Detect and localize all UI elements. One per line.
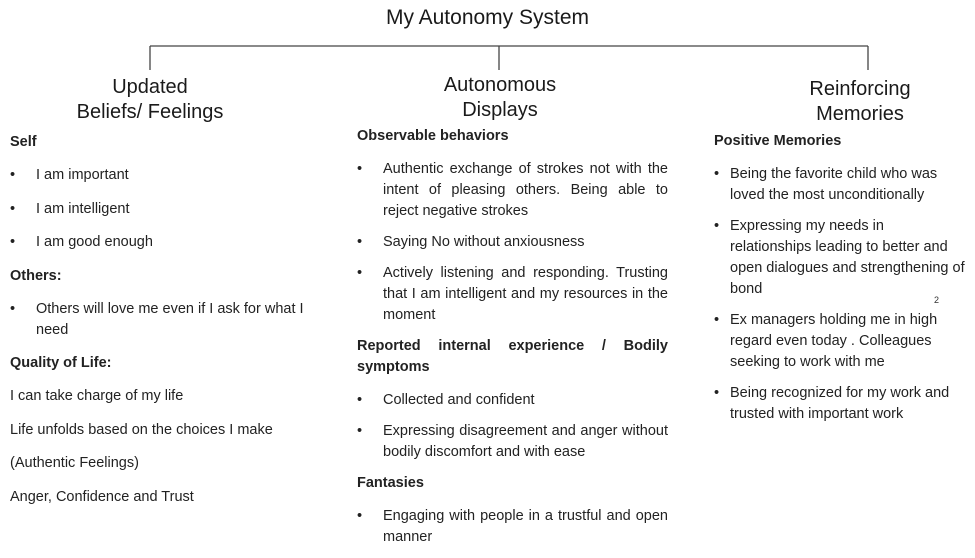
heading-middle-line-1: Autonomous xyxy=(443,74,557,96)
displays-column xyxy=(357,126,668,558)
beliefs-column xyxy=(10,132,318,520)
list-item: • I am important xyxy=(10,165,318,186)
memories-column xyxy=(714,131,966,435)
diagram-title: My Autonomy System xyxy=(385,6,590,29)
self-list xyxy=(10,165,318,253)
observable-section-title: Observable behaviors xyxy=(357,128,509,144)
list-item: • Actively listening and responding. Trusting that I am intelligent and my resources in the moment xyxy=(357,263,668,326)
list-item: • Expressing disagreement and anger without bodily discomfort and with ease xyxy=(357,421,668,463)
quality-line: I can take charge of my life xyxy=(10,388,184,404)
heading-right-line-1: Reinforcing xyxy=(809,78,911,100)
list-item: • Engaging with people in a trustful and open manner xyxy=(357,506,668,548)
heading-middle-line-2: Displays xyxy=(462,99,538,121)
list-item: • Being recognized for my work and trusted with important work xyxy=(714,383,966,425)
list-item: • Expressing my needs in relationships leading to better and open dialogues and strengthening of bond xyxy=(714,216,966,300)
others-section-title: Others: xyxy=(10,267,62,284)
heading-left xyxy=(40,75,260,125)
quality-line: Life unfolds based on the choices I make xyxy=(10,421,273,438)
list-item: • Authentic exchange of strokes not with the intent of pleasing others. Being able to reject negative strokes xyxy=(357,159,668,222)
list-item: • I am intelligent xyxy=(10,199,318,220)
observable-list xyxy=(357,159,668,326)
page-number: 2 xyxy=(934,295,940,305)
list-item: • Others will love me even if I ask for what I need xyxy=(10,299,318,341)
list-item: • I am good enough xyxy=(10,232,318,253)
list-item: • Being the favorite child who was loved the most unconditionally xyxy=(714,164,966,206)
heading-left-line-2: Beliefs/ Feelings xyxy=(76,101,224,123)
list-item: • Collected and confident xyxy=(357,390,668,411)
fantasies-list xyxy=(357,506,668,548)
quality-line: Anger, Confidence and Trust xyxy=(10,488,194,505)
reported-section-title: Reported internal experience / Bodily symptoms xyxy=(357,338,668,375)
heading-right-line-2: Memories xyxy=(816,103,904,125)
list-item: • Saying No without anxiousness xyxy=(357,232,668,253)
list-item: • Ex managers holding me in high regard even today . Colleagues seeking to work with me xyxy=(714,310,966,373)
heading-left-line-1: Updated xyxy=(112,76,188,98)
connector-bracket xyxy=(0,0,975,80)
quality-line: (Authentic Feelings) xyxy=(10,455,139,471)
reported-list xyxy=(357,390,668,463)
heading-right xyxy=(750,77,970,127)
quality-section-title: Quality of Life: xyxy=(10,355,112,371)
positive-memories-title: Positive Memories xyxy=(714,133,842,149)
heading-middle xyxy=(390,73,610,123)
fantasies-section-title: Fantasies xyxy=(357,475,424,491)
others-list xyxy=(10,299,318,341)
self-section-title: Self xyxy=(10,134,37,150)
positive-memories-list xyxy=(714,164,966,425)
